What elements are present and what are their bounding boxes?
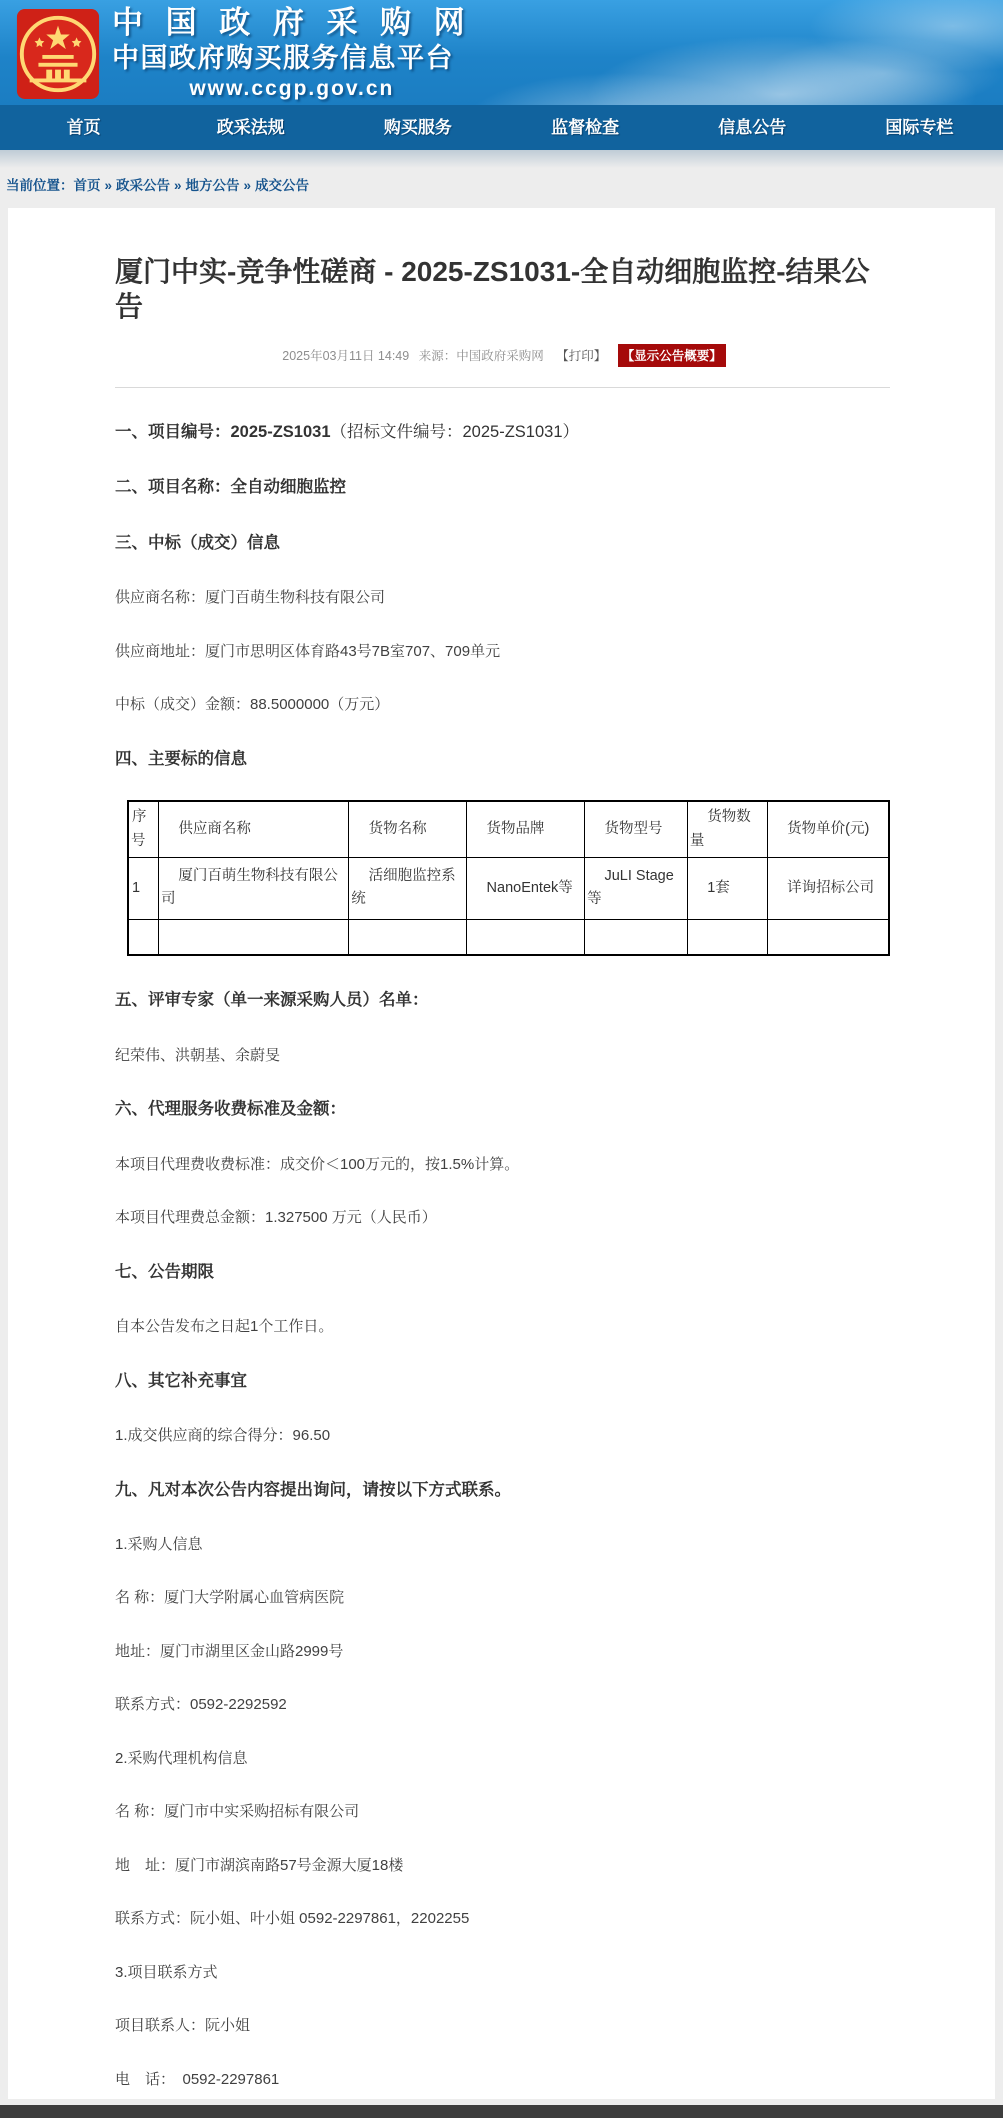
section-heading-normal: （招标文件编号：2025-ZS1031） [330,423,579,441]
nav-shadow [0,150,1003,168]
body-paragraph: 地址：厦门市湖里区金山路2999号 [115,1642,344,1660]
nav-item-6[interactable]: 国际专栏 [885,118,954,137]
announcement-card [8,208,995,2099]
table-header-cell: 货物品牌 [467,801,585,857]
site-subtitle: 中国政府购买服务信息平台 [112,42,454,73]
nav-item-5[interactable]: 信息公告 [718,118,787,137]
section-heading: 八、其它补充事宜 [115,1371,247,1390]
body-paragraph: 1.采购人信息 [115,1535,203,1553]
site-title: 中 国 政 府 采 购 网 [112,4,472,40]
breadcrumb-separator: » [104,178,113,193]
breadcrumb-label: 当前位置： [6,178,74,193]
table-header-cell: 货物单价(元) [767,801,889,857]
table-cell [767,919,889,955]
table-cell [687,919,767,955]
table-row [128,919,889,955]
body-paragraph: 中标（成交）金额：88.5000000（万元） [115,696,390,714]
national-emblem-icon [14,8,102,100]
section-heading: 五、评审专家（单一来源采购人员）名单： [115,991,429,1010]
table-cell [158,919,348,955]
breadcrumb-link[interactable]: 首页 [73,178,101,193]
table-header-cell: 货物数量 [687,801,767,857]
table-cell: 1套 [687,857,767,919]
table-header-cell: 供应商名称 [158,801,348,857]
site-url: www.ccgp.gov.cn [189,76,395,100]
divider [115,387,890,388]
table-header-row [128,801,889,857]
print-button[interactable]: 【打印】 [556,349,607,363]
footer-bar [0,2105,1003,2118]
table-cell [467,919,585,955]
article-meta [115,344,890,367]
section-heading: 九、凡对本次公告内容提出询问，请按以下方式联系。 [115,1480,511,1499]
body-paragraph: 本项目代理费收费标准：成交价＜100万元的，按1.5%计算。 [115,1155,520,1173]
section-heading [115,422,890,443]
section-heading: 七、公告期限 [115,1262,214,1281]
table-cell: NanoEntek等 [467,857,585,919]
body-paragraph: 1.成交供应商的综合得分：96.50 [115,1427,331,1444]
site-titles [112,4,472,100]
section-heading-bold: 一、项目编号：2025-ZS1031 [115,423,331,441]
table-cell [128,919,158,955]
body-paragraph: 供应商名称：厦门百萌生物科技有限公司 [115,589,386,607]
table-cell [585,919,688,955]
body-paragraph: 名 称：厦门市中实采购招标有限公司 [115,1803,360,1821]
publish-datetime: 2025年03月11日 14:49 [282,349,410,363]
table-header-cell: 货物型号 [585,801,688,857]
body-paragraph: 纪荣伟、洪朝基、余蔚旻 [115,1046,281,1064]
body-paragraph: 电 话： 0592-2297861 [115,2070,280,2088]
body-paragraph: 自本公告发布之日起1个工作日。 [115,1318,334,1336]
breadcrumb-link[interactable]: 政采公告 [116,178,171,193]
nav-item-4[interactable]: 监督检查 [551,118,620,137]
nav-item-2[interactable]: 政采法规 [216,118,285,137]
table-cell: 详询招标公司 [767,857,889,919]
award-items-table [127,800,890,956]
breadcrumb [0,168,1003,208]
section-heading: 二、项目名称：全自动细胞监控 [115,478,346,497]
table-cell: 1 [128,857,158,919]
body-paragraph: 名 称：厦门大学附属心血管病医院 [115,1589,345,1607]
body-paragraph: 联系方式：阮小姐、叶小姐 0592-2297861，2202255 [115,1910,470,1928]
body-paragraph: 供应商地址：厦门市思明区体育路43号7B室707、709单元 [115,642,501,660]
body-paragraph: 本项目代理费总金额：1.327500 万元（人民币） [115,1209,437,1227]
article-source: 来源：中国政府采购网 [418,349,544,363]
show-summary-button[interactable]: 【显示公告概要】 [618,344,726,367]
section-heading: 六、代理服务收费标准及金额： [115,1100,346,1119]
nav-item-1[interactable]: 首页 [66,118,101,137]
breadcrumb-separator: » [243,178,252,193]
table-cell: 厦门百萌生物科技有限公司 [158,857,348,919]
table-cell [349,919,467,955]
body-paragraph: 地 址：厦门市湖滨南路57号金源大厦18楼 [115,1856,404,1874]
table-cell: 活细胞监控系统 [349,857,467,919]
table-header-cell: 货物名称 [349,801,467,857]
body-paragraph: 2.采购代理机构信息 [115,1749,248,1767]
section-heading: 三、中标（成交）信息 [115,533,280,552]
breadcrumb-separator: » [174,178,182,193]
body-paragraph: 3.项目联系方式 [115,1963,218,1981]
site-header [0,0,1003,105]
section-heading: 四、主要标的信息 [115,749,247,768]
breadcrumb-link[interactable]: 地方公告 [185,178,240,193]
nav-item-3[interactable]: 购买服务 [383,118,452,137]
body-paragraph: 项目联系人：阮小姐 [115,2017,251,2035]
table-row [128,857,889,919]
table-header-cell: 序号 [128,801,158,857]
main-nav [0,105,1003,150]
page-title: 厦门中实-竞争性磋商 - 2025-ZS1031-全自动细胞监控-结果公告 [115,256,870,322]
body-paragraph: 联系方式：0592-2292592 [115,1696,287,1714]
breadcrumb-link[interactable]: 成交公告 [255,178,310,193]
article-body [115,422,890,2089]
table-cell: JuLI Stage等 [585,857,688,919]
